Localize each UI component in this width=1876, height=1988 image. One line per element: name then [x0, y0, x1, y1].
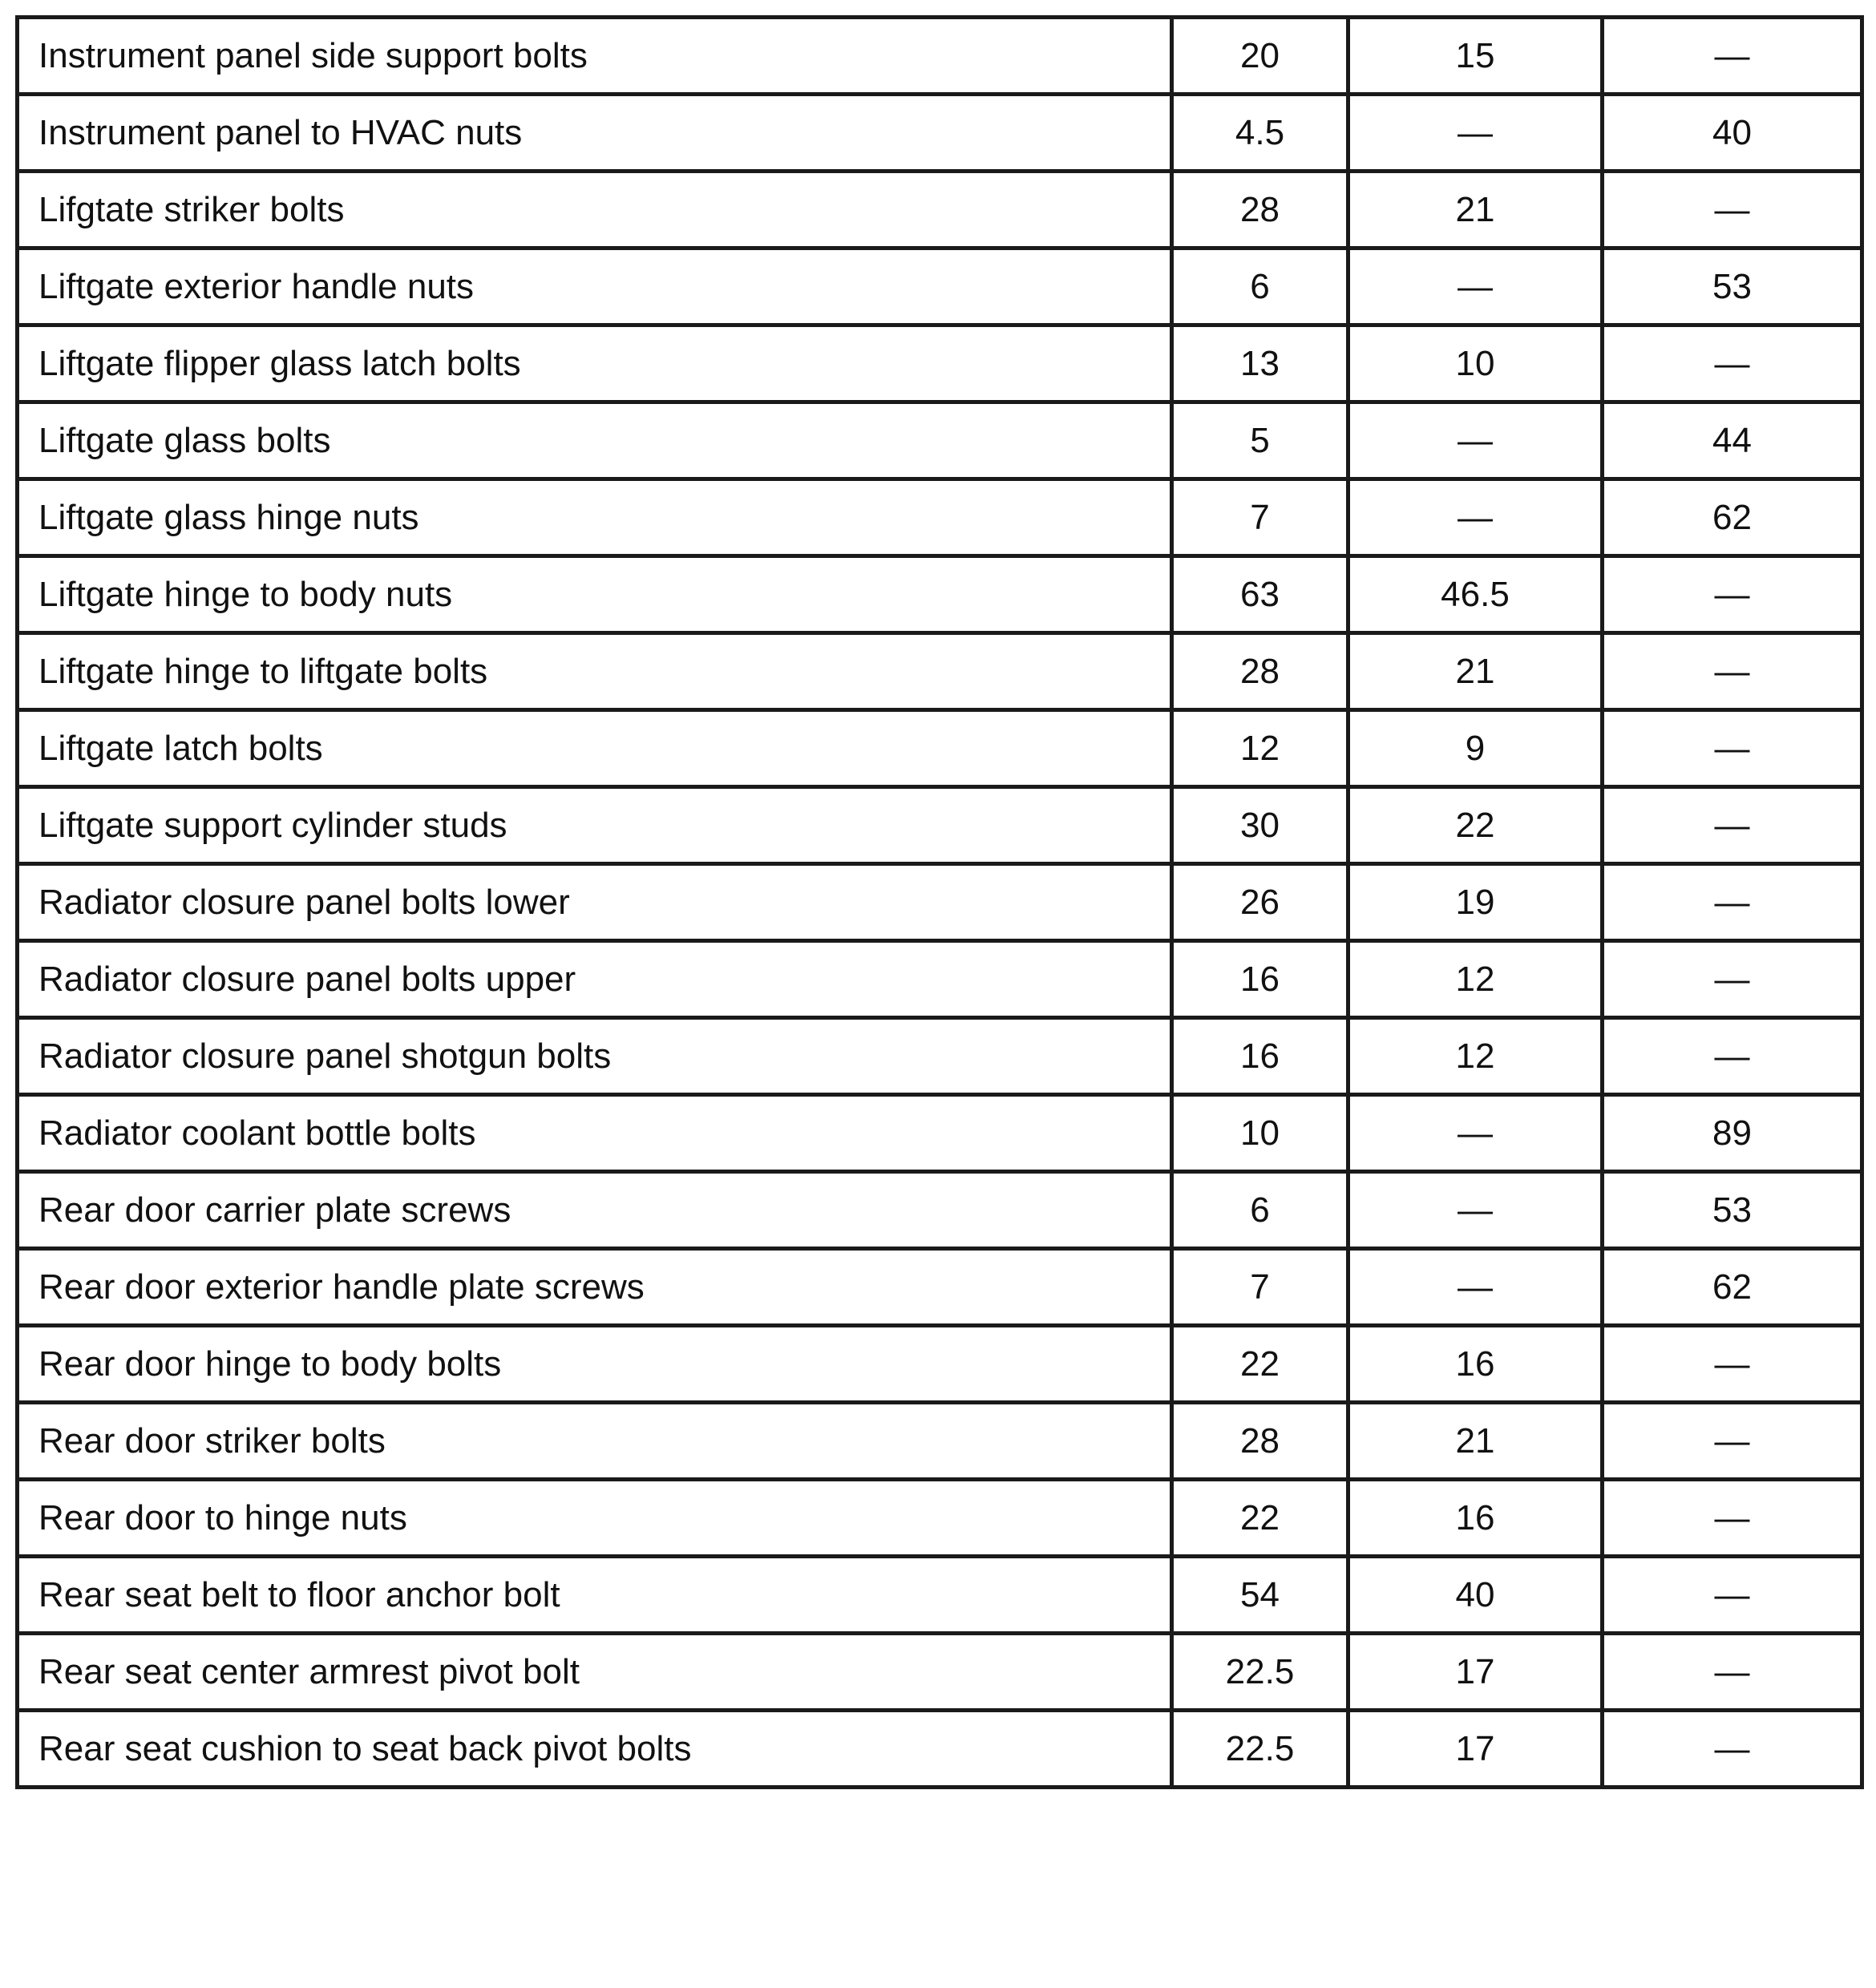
torque-lbin-cell: —	[1603, 1403, 1862, 1480]
fastener-description-cell: Radiator closure panel shotgun bolts	[18, 1018, 1172, 1095]
torque-lbin-cell: 62	[1603, 1249, 1862, 1326]
torque-nm-cell: 12	[1172, 710, 1348, 787]
table-row	[18, 1249, 1862, 1326]
torque-lbft-cell: 17	[1348, 1634, 1603, 1711]
torque-nm-cell: 7	[1172, 479, 1348, 556]
torque-lbft-cell: 17	[1348, 1711, 1603, 1788]
fastener-description-cell: Liftgate exterior handle nuts	[18, 248, 1172, 325]
fastener-description-cell: Liftgate hinge to body nuts	[18, 556, 1172, 633]
torque-nm-cell: 16	[1172, 1018, 1348, 1095]
torque-nm-cell: 54	[1172, 1557, 1348, 1634]
torque-nm-cell: 22	[1172, 1480, 1348, 1557]
fastener-description-cell: Liftgate glass bolts	[18, 402, 1172, 479]
torque-lbin-cell: —	[1603, 1480, 1862, 1557]
torque-lbin-cell: —	[1603, 1557, 1862, 1634]
torque-lbin-cell: —	[1603, 710, 1862, 787]
fastener-description-cell: Instrument panel to HVAC nuts	[18, 95, 1172, 172]
table-row	[18, 1711, 1862, 1788]
torque-nm-cell: 28	[1172, 633, 1348, 710]
torque-nm-cell: 16	[1172, 941, 1348, 1018]
torque-nm-cell: 30	[1172, 787, 1348, 864]
torque-lbin-cell: —	[1603, 1711, 1862, 1788]
torque-lbft-cell: 19	[1348, 864, 1603, 941]
fastener-description-cell: Instrument panel side support bolts	[18, 18, 1172, 95]
table-row	[18, 864, 1862, 941]
torque-lbft-cell: 22	[1348, 787, 1603, 864]
table-row	[18, 1095, 1862, 1172]
torque-nm-cell: 22.5	[1172, 1711, 1348, 1788]
fastener-description-cell: Rear seat cushion to seat back pivot bolts	[18, 1711, 1172, 1788]
torque-lbin-cell: 53	[1603, 1172, 1862, 1249]
table-row	[18, 1326, 1862, 1403]
torque-nm-cell: 22.5	[1172, 1634, 1348, 1711]
torque-lbin-cell: —	[1603, 556, 1862, 633]
torque-lbin-cell: 53	[1603, 248, 1862, 325]
torque-lbft-cell: —	[1348, 1172, 1603, 1249]
torque-lbin-cell: —	[1603, 1634, 1862, 1711]
torque-lbft-cell: 16	[1348, 1480, 1603, 1557]
torque-lbft-cell: 16	[1348, 1326, 1603, 1403]
torque-lbft-cell: 12	[1348, 1018, 1603, 1095]
torque-nm-cell: 28	[1172, 1403, 1348, 1480]
table-row	[18, 1634, 1862, 1711]
torque-nm-cell: 4.5	[1172, 95, 1348, 172]
torque-lbin-cell: —	[1603, 864, 1862, 941]
table-row	[18, 402, 1862, 479]
table-row	[18, 710, 1862, 787]
torque-nm-cell: 5	[1172, 402, 1348, 479]
torque-lbft-cell: 15	[1348, 18, 1603, 95]
torque-lbin-cell: —	[1603, 325, 1862, 402]
table-row	[18, 1480, 1862, 1557]
torque-lbin-cell: —	[1603, 787, 1862, 864]
torque-nm-cell: 63	[1172, 556, 1348, 633]
fastener-description-cell: Lifgtate striker bolts	[18, 172, 1172, 248]
torque-nm-cell: 28	[1172, 172, 1348, 248]
torque-lbin-cell: —	[1603, 172, 1862, 248]
table-row	[18, 248, 1862, 325]
torque-nm-cell: 20	[1172, 18, 1348, 95]
torque-lbft-cell: 9	[1348, 710, 1603, 787]
fastener-description-cell: Radiator closure panel bolts lower	[18, 864, 1172, 941]
torque-lbin-cell: 89	[1603, 1095, 1862, 1172]
fastener-description-cell: Rear door hinge to body bolts	[18, 1326, 1172, 1403]
table-row	[18, 172, 1862, 248]
table-body	[18, 18, 1862, 1788]
table-row	[18, 633, 1862, 710]
torque-lbin-cell: —	[1603, 633, 1862, 710]
torque-lbft-cell: 10	[1348, 325, 1603, 402]
torque-lbft-cell: —	[1348, 1249, 1603, 1326]
torque-lbin-cell: 40	[1603, 95, 1862, 172]
fastener-description-cell: Rear door to hinge nuts	[18, 1480, 1172, 1557]
torque-lbft-cell: 40	[1348, 1557, 1603, 1634]
table-row	[18, 1172, 1862, 1249]
torque-lbft-cell: 21	[1348, 633, 1603, 710]
table-row	[18, 1018, 1862, 1095]
torque-lbft-cell: 46.5	[1348, 556, 1603, 633]
table-row	[18, 941, 1862, 1018]
torque-lbft-cell: 12	[1348, 941, 1603, 1018]
torque-lbin-cell: 62	[1603, 479, 1862, 556]
torque-lbin-cell: —	[1603, 18, 1862, 95]
torque-lbft-cell: 21	[1348, 172, 1603, 248]
torque-lbft-cell: —	[1348, 248, 1603, 325]
torque-lbft-cell: —	[1348, 95, 1603, 172]
fastener-description-cell: Liftgate glass hinge nuts	[18, 479, 1172, 556]
torque-lbft-cell: —	[1348, 1095, 1603, 1172]
fastener-description-cell: Liftgate latch bolts	[18, 710, 1172, 787]
torque-specification-table	[15, 15, 1864, 1789]
table-row	[18, 18, 1862, 95]
fastener-description-cell: Rear door striker bolts	[18, 1403, 1172, 1480]
fastener-description-cell: Rear seat belt to floor anchor bolt	[18, 1557, 1172, 1634]
table-row	[18, 325, 1862, 402]
torque-lbft-cell: —	[1348, 479, 1603, 556]
torque-nm-cell: 22	[1172, 1326, 1348, 1403]
table-row	[18, 1403, 1862, 1480]
torque-nm-cell: 6	[1172, 1172, 1348, 1249]
table-row	[18, 95, 1862, 172]
fastener-description-cell: Radiator closure panel bolts upper	[18, 941, 1172, 1018]
torque-nm-cell: 6	[1172, 248, 1348, 325]
torque-nm-cell: 10	[1172, 1095, 1348, 1172]
fastener-description-cell: Liftgate flipper glass latch bolts	[18, 325, 1172, 402]
fastener-description-cell: Rear door exterior handle plate screws	[18, 1249, 1172, 1326]
table-row	[18, 1557, 1862, 1634]
fastener-description-cell: Rear seat center armrest pivot bolt	[18, 1634, 1172, 1711]
fastener-description-cell: Liftgate support cylinder studs	[18, 787, 1172, 864]
table-row	[18, 787, 1862, 864]
torque-nm-cell: 13	[1172, 325, 1348, 402]
torque-lbin-cell: 44	[1603, 402, 1862, 479]
torque-lbft-cell: —	[1348, 402, 1603, 479]
torque-nm-cell: 26	[1172, 864, 1348, 941]
table-row	[18, 556, 1862, 633]
torque-lbft-cell: 21	[1348, 1403, 1603, 1480]
fastener-description-cell: Rear door carrier plate screws	[18, 1172, 1172, 1249]
fastener-description-cell: Radiator coolant bottle bolts	[18, 1095, 1172, 1172]
table-row	[18, 479, 1862, 556]
torque-nm-cell: 7	[1172, 1249, 1348, 1326]
torque-lbin-cell: —	[1603, 1018, 1862, 1095]
torque-lbin-cell: —	[1603, 941, 1862, 1018]
fastener-description-cell: Liftgate hinge to liftgate bolts	[18, 633, 1172, 710]
torque-lbin-cell: —	[1603, 1326, 1862, 1403]
